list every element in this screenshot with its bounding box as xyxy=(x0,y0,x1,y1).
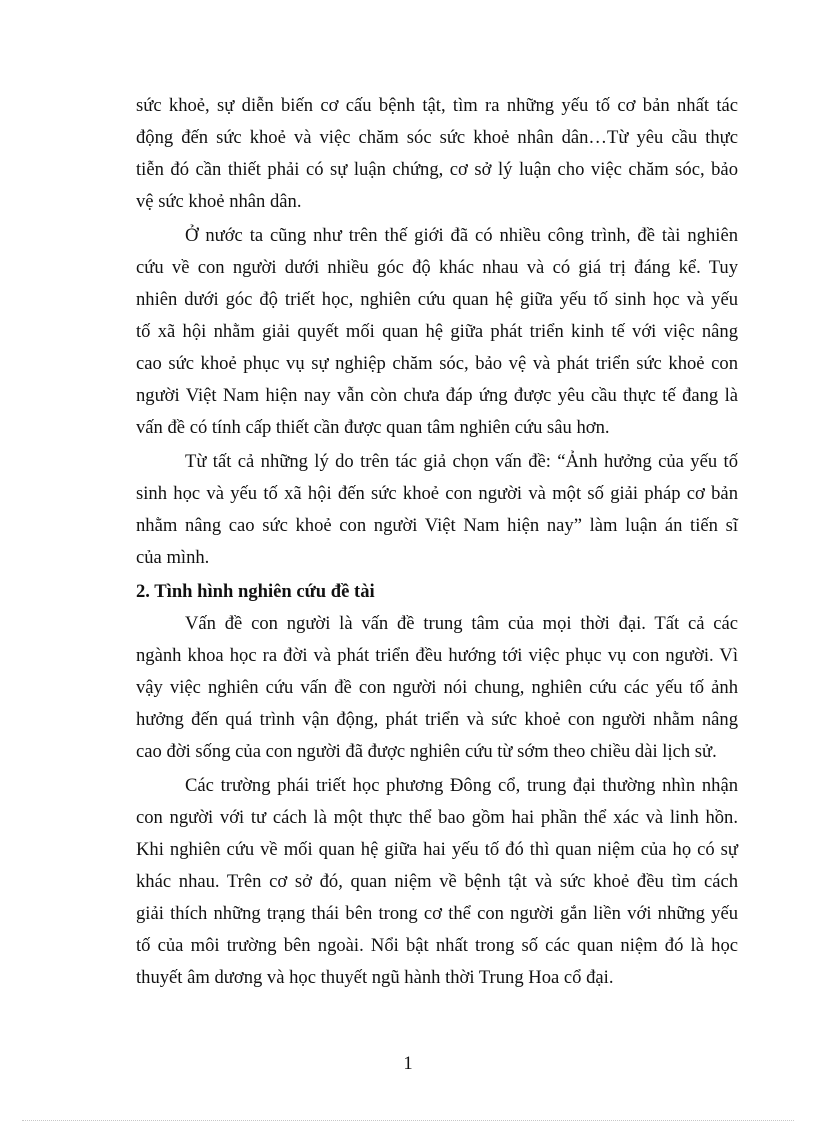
paragraph-line: Vấn đề con người là vấn đề trung tâm của mọi thời đại. Tất cả các xyxy=(185,613,738,634)
paragraph-line: của mình. xyxy=(136,547,210,568)
page-boundary-divider xyxy=(22,1120,794,1121)
section-heading: 2. Tình hình nghiên cứu đề tài xyxy=(136,581,375,602)
paragraph-line: vệ sức khoẻ nhân dân. xyxy=(136,191,302,212)
page-number: 1 xyxy=(403,1053,413,1074)
paragraph-line: Từ tất cả những lý do trên tác giả chọn vấn đề: “Ảnh hưởng của yếu tố xyxy=(185,451,738,472)
paragraph-line: cao đời sống của con người đã được nghiên cứu từ sớm theo chiều dài lịch sử. xyxy=(136,741,717,762)
paragraph-line: sức khoẻ, sự diễn biến cơ cấu bệnh tật, tìm ra những yếu tố cơ bản nhất tác xyxy=(136,95,738,116)
paragraph-line: động đến sức khoẻ và việc chăm sóc sức khoẻ nhân dân…Từ yêu cầu thực xyxy=(136,127,738,148)
paragraph-line: thuyết âm dương và học thuyết ngũ hành thời Trung Hoa cổ đại. xyxy=(136,967,614,988)
paragraph-line: Ở nước ta cũng như trên thế giới đã có nhiều công trình, đề tài nghiên xyxy=(185,225,738,246)
paragraph-line: sinh học và yếu tố xã hội đến sức khoẻ con người và một số giải pháp cơ bản xyxy=(136,483,738,504)
paragraph-line: nhiên dưới góc độ triết học, nghiên cứu quan hệ giữa yếu tố sinh học và yếu xyxy=(136,289,738,310)
paragraph-line: cao sức khoẻ phục vụ sự nghiệp chăm sóc, bảo vệ và phát triển sức khoẻ con xyxy=(136,353,738,374)
paragraph-line: tiễn đó cần thiết phải có sự luận chứng, cơ sở lý luận cho việc chăm sóc, bảo xyxy=(136,159,738,180)
paragraph-line: vấn đề có tính cấp thiết cần được quan tâm nghiên cứu sâu hơn. xyxy=(136,417,610,438)
paragraph-line: tố của môi trường bên ngoài. Nổi bật nhất trong số các quan niệm đó là học xyxy=(136,935,738,956)
paragraph-line: con người với tư cách là một thực thể bao gồm hai phần thể xác và linh hồn. xyxy=(136,807,738,828)
paragraph-line: cứu về con người dưới nhiều góc độ khác nhau và có giá trị đáng kể. Tuy xyxy=(136,257,738,278)
paragraph-line: tố xã hội nhằm giải quyết mối quan hệ giữa phát triển kinh tế với việc nâng xyxy=(136,321,738,342)
paragraph-line: Các trường phái triết học phương Đông cổ, trung đại thường nhìn nhận xyxy=(185,775,738,796)
paragraph-line: Khi nghiên cứu về mối quan hệ giữa hai yếu tố đó thì quan niệm của họ có sự xyxy=(136,839,738,860)
paragraph-line: hưởng đến quá trình vận động, phát triển và sức khoẻ con người nhằm nâng xyxy=(136,709,738,730)
paragraph-line: ngành khoa học ra đời và phát triển đều hướng tới việc phục vụ con người. Vì xyxy=(136,645,738,666)
paragraph-line: vậy việc nghiên cứu vấn đề con người nói chung, nghiên cứu các yếu tố ảnh xyxy=(136,677,738,698)
paragraph-line: người Việt Nam hiện nay vẫn còn chưa đáp ứng được yêu cầu thực tế đang là xyxy=(136,385,738,406)
paragraph-line: giải thích những trạng thái bên trong cơ thể con người gắn liền với những yếu xyxy=(136,903,738,924)
paragraph-line: nhằm nâng cao sức khoẻ con người Việt Nam hiện nay” làm luận án tiến sĩ xyxy=(136,515,738,536)
paragraph-line: khác nhau. Trên cơ sở đó, quan niệm về bệnh tật và sức khoẻ đều tìm cách xyxy=(136,871,738,892)
